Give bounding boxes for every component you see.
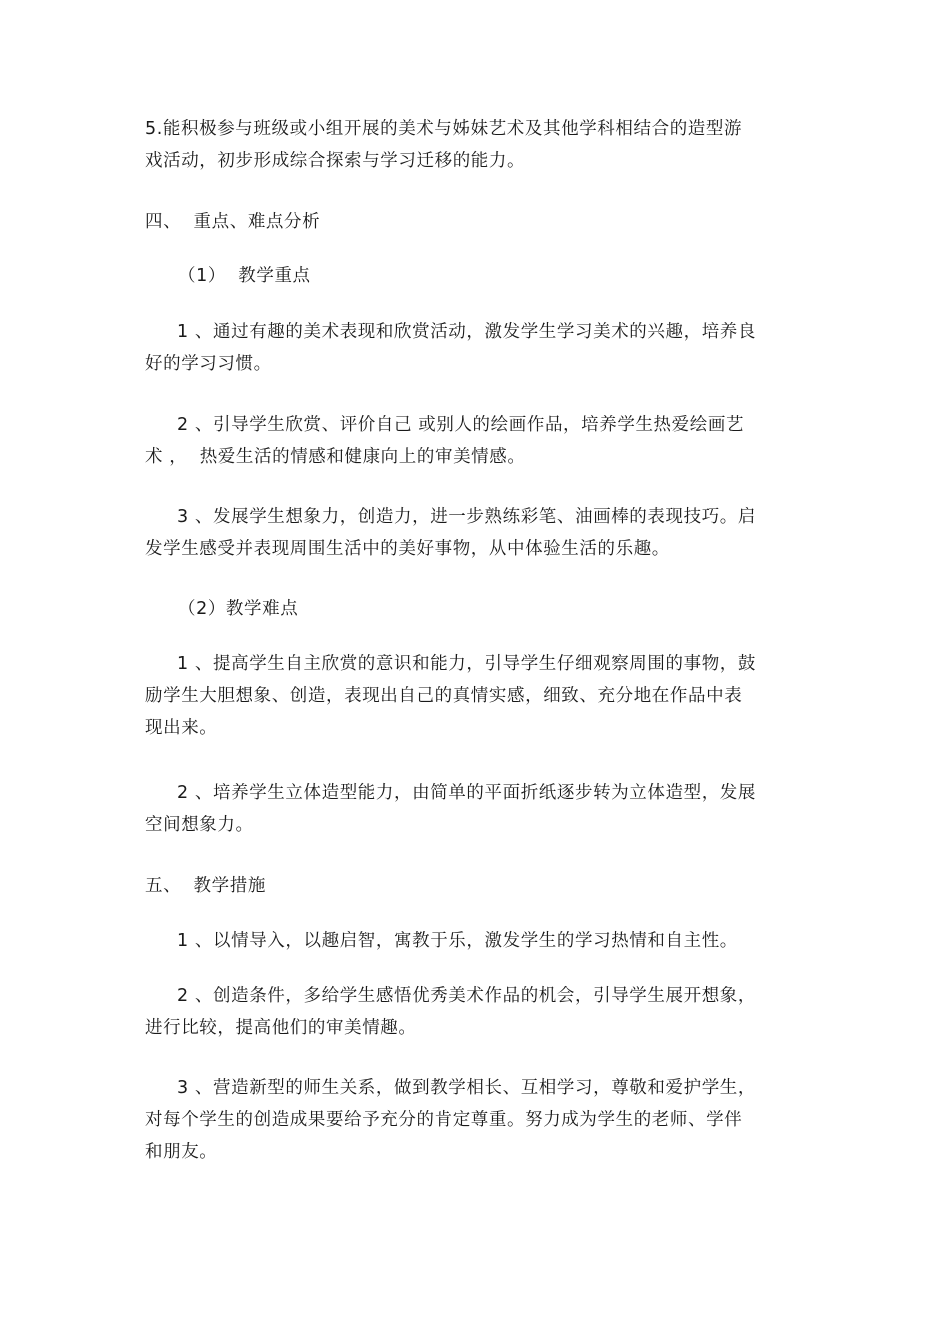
paragraph-line: 现出来。 <box>145 718 218 738</box>
paragraph-line: 3 、营造新型的师生关系，做到教学相长、互相学习，尊敬和爱护学生， <box>177 1078 756 1098</box>
paragraph-line: 戏活动，初步形成综合探索与学习迁移的能力。 <box>145 151 526 171</box>
paragraph-measure-3 <box>145 1072 805 1168</box>
paragraph-measure-1 <box>145 925 805 957</box>
paragraph-line: 进行比较，提高他们的审美情趣。 <box>145 1018 417 1038</box>
paragraph-line: 2 、引导学生欣赏、评价自己 或别人的绘画作品，培养学生热爱绘画艺 <box>177 415 745 435</box>
paragraph-line: 励学生大胆想象、创造，表现出自己的真情实感，细致、充分地在作品中表 <box>145 686 743 706</box>
paragraph-diff-2 <box>145 777 805 841</box>
paragraph-line: 5.能积极参与班级或小组开展的美术与姊妹艺术及其他学科相结合的造型游 <box>145 119 743 139</box>
paragraph-line: 术 ， 热爱生活的情感和健康向上的审美情感。 <box>145 447 526 467</box>
paragraph-key-1 <box>145 316 805 380</box>
paragraph-line: 和朋友。 <box>145 1142 218 1162</box>
paragraph-key-3 <box>145 501 805 565</box>
paragraph-line: 对每个学生的创造成果要给予充分的肯定尊重。努力成为学生的老师、学伴 <box>145 1110 743 1130</box>
subheading-key-points: （1） 教学重点 <box>178 266 311 286</box>
paragraph-line: 1 、以情导入，以趣启智，寓教于乐，激发学生的学习热情和自主性。 <box>177 931 738 951</box>
paragraph-line: 1 、提高学生自主欣赏的意识和能力，引导学生仔细观察周围的事物，鼓 <box>177 654 756 674</box>
paragraph-line: 1 、通过有趣的美术表现和欣赏活动，激发学生学习美术的兴趣，培养良 <box>177 322 756 342</box>
paragraph-line: 3 、发展学生想象力，创造力，进一步熟练彩笔、油画棒的表现技巧。启 <box>177 507 756 527</box>
paragraph-line: 空间想象力。 <box>145 815 254 835</box>
section-heading-5: 五、 教学措施 <box>145 876 266 896</box>
paragraph-line: 2 、创造条件，多给学生感悟优秀美术作品的机会，引导学生展开想象， <box>177 986 756 1006</box>
paragraph-line: 2 、培养学生立体造型能力，由简单的平面折纸逐步转为立体造型，发展 <box>177 783 756 803</box>
paragraph-goal-5 <box>145 113 805 177</box>
paragraph-measure-2 <box>145 980 805 1044</box>
paragraph-line: 好的学习习惯。 <box>145 354 272 374</box>
paragraph-line: 发学生感受并表现周围生活中的美好事物，从中体验生活的乐趣。 <box>145 539 670 559</box>
paragraph-key-2 <box>145 409 805 473</box>
subheading-difficulties: （2）教学难点 <box>178 599 299 619</box>
section-heading-4: 四、 重点、难点分析 <box>145 212 321 232</box>
paragraph-diff-1 <box>145 648 805 744</box>
